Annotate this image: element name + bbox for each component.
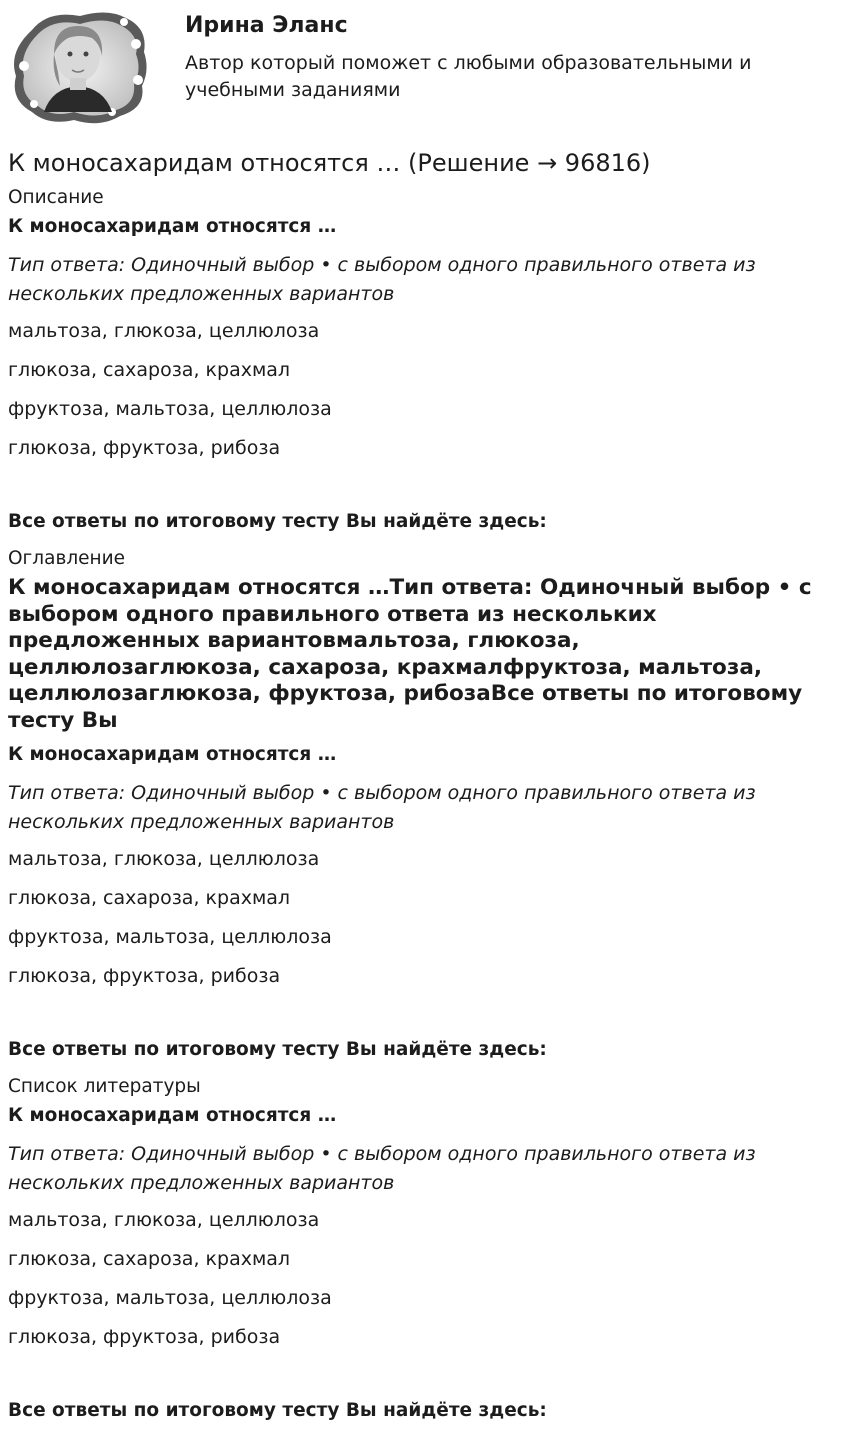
author-photo — [8, 8, 150, 126]
answer-option: глюкоза, сахароза, крахмал — [8, 887, 291, 909]
answer-option: мальтоза, глюкоза, целлюлоза — [8, 848, 320, 870]
answer-option: глюкоза, сахароза, крахмал — [8, 1248, 291, 1270]
toc-heading: К моносахаридам относятся …Тип ответа: Одиночный выбор • с выбором одного правильного ответа из нескольких предложенных вариантовмальтоза, глюкоза, целлюлозаглюкоза, сахароза, крахмалфруктоза, мальтоза, целлюлозаглюкоза, фруктоза, рибозаВсе ответы по итоговому тесту Вы — [8, 575, 812, 733]
question-title: К моносахаридам относятся … — [8, 1105, 337, 1126]
answer-option: фруктоза, мальтоза, целлюлоза — [8, 926, 332, 948]
section-label-toc: Оглавление — [8, 548, 126, 569]
author-name: Ирина Эланс — [185, 13, 348, 38]
answer-option: мальтоза, глюкоза, целлюлоза — [8, 1209, 320, 1231]
question-title: К моносахаридам относятся … — [8, 216, 337, 237]
author-avatar — [8, 8, 150, 126]
answer-option: фруктоза, мальтоза, целлюлоза — [8, 398, 332, 420]
answer-option: глюкоза, сахароза, крахмал — [8, 359, 291, 381]
answer-type: Тип ответа: Одиночный выбор • с выбором одного правильного ответа из нескольких предложенных вариантов — [8, 254, 756, 305]
section-label-references: Список литературы — [8, 1076, 201, 1097]
answer-option: глюкоза, фруктоза, рибоза — [8, 1326, 281, 1348]
answer-type: Тип ответа: Одиночный выбор • с выбором одного правильного ответа из нескольких предложенных вариантов — [8, 782, 756, 833]
answers-link[interactable]: Все ответы по итоговому тесту Вы найдёте здесь: — [8, 1039, 547, 1060]
toc-section — [8, 547, 838, 1062]
description-section — [8, 186, 838, 534]
section-label-description: Описание — [8, 187, 104, 208]
page-title: К моносахаридам относятся … (Решение → 96816) — [8, 149, 651, 177]
question-title: К моносахаридам относятся … — [8, 744, 337, 765]
answer-option: глюкоза, фруктоза, рибоза — [8, 437, 281, 459]
answer-option: мальтоза, глюкоза, целлюлоза — [8, 320, 320, 342]
answer-option: фруктоза, мальтоза, целлюлоза — [8, 1287, 332, 1309]
main-content — [8, 147, 838, 1436]
author-description: Автор который поможет с любыми образовательными и учебными заданиями — [185, 52, 752, 101]
answers-link[interactable]: Все ответы по итоговому тесту Вы найдёте здесь: — [8, 1400, 547, 1421]
answer-option: глюкоза, фруктоза, рибоза — [8, 965, 281, 987]
answer-type: Тип ответа: Одиночный выбор • с выбором одного правильного ответа из нескольких предложенных вариантов — [8, 1143, 756, 1194]
answers-link[interactable]: Все ответы по итоговому тесту Вы найдёте здесь: — [8, 511, 547, 532]
references-section — [8, 1075, 838, 1423]
author-header — [0, 0, 847, 130]
